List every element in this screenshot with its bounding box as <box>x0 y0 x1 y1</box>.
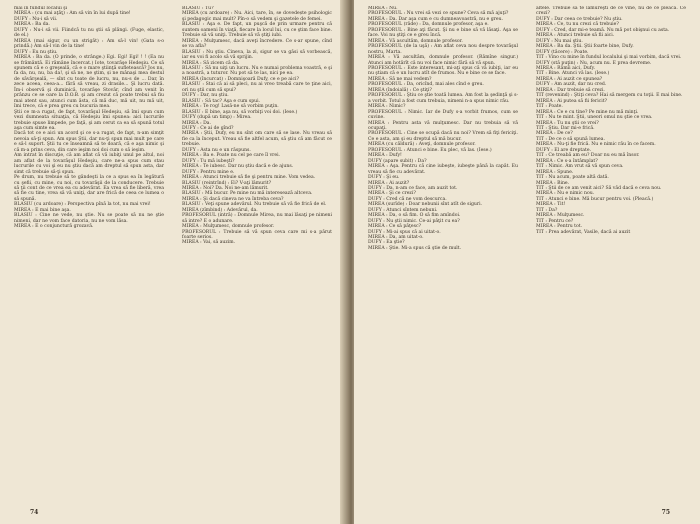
dialogue-paragraph: MIREA : Ce să păţesc? <box>368 224 422 230</box>
dialogue-paragraph: MIREA : Pentru asta vă mulţumesc. Dar nu trebuia să vă ocupaţi. <box>368 120 518 131</box>
dialogue-paragraph: MIREA : Vă ascultăm, domnule profesor. (Râmîne singur.) Atunci am hotărît că nu voi face nimic fără să vă spun. <box>368 55 518 66</box>
right-page <box>354 0 700 524</box>
dialogue-paragraph: MIREA : Nimic? <box>368 104 406 110</box>
dialogue-paragraph: MIREA (zîmbind) : Adevărul, da. <box>182 207 258 213</box>
dialogue-paragraph: DUFY : Eu nu ştiu. <box>14 49 58 55</box>
dialogue-paragraph: PROFESORUL : Da, oricînd, mai ales cînd e greu. <box>368 82 484 88</box>
dialogue-paragraph: DUFY (după un timp) : Mirea. <box>182 115 252 121</box>
dialogue-paragraph: PROFESORUL : Este interesant, mi-aţi spus că vă iubiţi, iar eu nu ştiam că e un lucru atît de frumos. Nu e bine ce se face. <box>368 65 518 77</box>
left-page-number: 74 <box>30 509 39 516</box>
dialogue-paragraph: TIT : Ştii de ce am venit aici? Să văd dacă e ceva nou. <box>536 185 662 191</box>
dialogue-paragraph: Pe drum, nu trebuie să te gândeşti la ce a spus ea în legătură cu şefii, cu mine, cu noi, cu tovarăşii de la conducere. Trebuie să ţii cont de ce vrea ea cu adevărat. Ea vrea să fie liberă, vrea să fie cu tine, vrea să vă uniţi, dar are frică de ceea ce lumea o să spună. <box>14 175 164 202</box>
dialogue-paragraph: MIREA : Da. Dar aşa cum e cu dumneavoastră, nu e greu. <box>368 16 504 22</box>
left-page <box>0 0 346 524</box>
dialogue-paragraph: MIREA (surîde) : Doar nebunii sînt atît de siguri. <box>368 202 483 208</box>
dialogue-paragraph: BLASIU : Aşa e. De fapt, un puşcă de prin urmare pentru că suntem oameni în viaţă, fiecare la locul lui, cu ce ştim face bine. Trebuie să vă uniţi. Trebuie să vă ştiţi iubi. <box>182 22 332 39</box>
dialogue-paragraph: MIREA (îndoială) : Ce ştiţi? <box>368 87 432 93</box>
dialogue-paragraph: MIREA : Vă ascultăm, domnule profesor. <box>368 38 463 44</box>
right-page-column-1 <box>368 6 518 502</box>
dialogue-paragraph: BLASIU : Cine ne vede, nu ştie. Nu se poate să nu ne ştie nimeni, dar ne vom face datoria, nu ne vom lăsa. <box>14 213 164 224</box>
dialogue-paragraph: MIREA : Vai, să auzim. <box>182 240 236 246</box>
dialogue-paragraph: MIREA : Spune. <box>536 169 574 175</box>
dialogue-paragraph: MIREA : Da. <box>182 120 211 126</box>
dialogue-paragraph: MIREA : Şi ce crezi? <box>368 191 416 197</box>
dialogue-paragraph: MIREA : Ştie. Mi-a spus că ştie de mult. <box>368 245 462 251</box>
right-page-column-2 <box>536 6 686 502</box>
dialogue-paragraph: MIREA : Dufy! <box>368 153 402 159</box>
dialogue-paragraph: Ştii ce m-a rugat, de fapt, tovarăşul Hedeşiu, să îmi spun cum vezi dumneata situaţia, că Hedeşiu îmi spunea: aici lucrurile trebuie spuse limpede, pe faţă, şi am cerut ca ea să spună totul aşa cum simte ea. <box>14 109 164 131</box>
dialogue-paragraph: BLASIU : Nu ştiu. Cineva, la zi, sigur se va găsi să vorbească, iar eu voi fi acolo să vă sprijin. <box>182 49 332 61</box>
dialogue-paragraph: PROFESORUL : Atunci e bine. Eu plec, vă las. (Iese.) <box>368 147 492 153</box>
dialogue-paragraph: MIREA : Da, o să fim. O să fim amîndoi. <box>368 213 461 219</box>
dialogue-paragraph: TIT : De ce o să spună lumea. <box>536 136 605 142</box>
left-page-column-1 <box>14 6 164 502</box>
dialogue-paragraph: BLASIU : Stai că ai să pleci, nu ai vreo treabă care te ţine aici, ori nu ştii cum să spui? <box>182 82 332 93</box>
dialogue-paragraph: MIREA : (cu mai aţâţ) : Am să vin în lui după tine! <box>14 11 131 17</box>
dialogue-paragraph: DUFY : Nu mai ştiu. <box>536 38 583 44</box>
dialogue-paragraph: MIREA : Ce s-a întâmplat? <box>536 158 598 164</box>
dialogue-paragraph: MIREA (încurcat) : Domnişoară Dufy, ce e pe aici? <box>182 76 299 82</box>
dialogue-paragraph: BLASIU : Veţi spune adevărul. Nu trebuie să vă fie frică de el. <box>182 202 327 208</box>
dialogue-paragraph: MIREA : Şi dacă cineva ne va întreba ceva? <box>182 196 284 202</box>
dialogue-paragraph: DUFY : Dar, nu ştiu. <box>182 93 229 99</box>
dialogue-paragraph: TIT : Bine. Atunci vă las. (Iese.) <box>536 71 610 77</box>
dialogue-paragraph: DUFY (stă puţin) : Nu, acum nu. E prea devreme. <box>536 60 652 66</box>
dialogue-paragraph: DUFY : Ea ştie? <box>368 240 405 246</box>
dialogue-paragraph: PROFESORUL (râde) : Da, domnule profesor, aşa e. <box>368 22 489 28</box>
dialogue-paragraph: DUFY : El are dreptate. <box>536 147 592 153</box>
dialogue-paragraph: PROFESORUL : Ştiu ce ştie toată lumea. Am fost la şedinţă şi s-a vorbit. Totul a fost cum trebuia, nimeni n-a spus nimic rău. <box>368 93 518 104</box>
dialogue-paragraph: MIREA : De ce? <box>536 131 573 137</box>
dialogue-paragraph: MIREA : Ce, tu nu crezi că trebuie? <box>536 22 619 28</box>
dialogue-paragraph: MIREA : Tit! <box>536 202 566 208</box>
dialogue-paragraph: TIT : Poate. <box>536 104 563 110</box>
dialogue-paragraph: MIREA : Nu. <box>368 6 398 11</box>
dialogue-paragraph: MIREA : Să ne mai vedem? <box>368 76 432 82</box>
dialogue-paragraph: BLASIU (reintrînd) : Ei? V-aţi lămurit? <box>182 180 272 186</box>
dialogue-paragraph: DUFY : Cred, dar mi-e teamă. Nu mă pot obişnui cu asta. <box>536 27 670 33</box>
dialogue-paragraph: MIREA : Mulţumesc, domnule profesor. <box>182 224 275 230</box>
dialogue-paragraph: DUFY : Da, n-am ce face, am auzit tot. <box>368 185 458 191</box>
dialogue-paragraph: MIREA : Să zicem că da. <box>182 60 240 66</box>
dialogue-paragraph: MIREA : Rămîi aici, Dufy. <box>536 65 596 71</box>
dialogue-paragraph: Am intrat în discuţie, că am aflat că vă iubiţi unul pe altul, noi am aflat de la tovarăşul Hedeşiu, care ne-a spus cum stau lucrurile cu voi şi eu nu ştiu dacă am dreptul să spun asta, dar simt că trebuie să-ţi spun. <box>14 153 164 175</box>
dialogue-paragraph: MIREA : E mai bine aşa. <box>14 207 71 213</box>
dialogue-paragraph: TIT : Ştiu. Dar mi-e frică. <box>536 125 595 131</box>
dialogue-paragraph: MIREA : Ba da. <box>14 22 50 28</box>
dialogue-paragraph: DUFY : Am auzit, dar nu cred. <box>536 82 607 88</box>
dialogue-paragraph: DUFY : Cred că ne vom descurca. <box>368 196 447 202</box>
dialogue-paragraph: MIREA (cu căldură) : Aveţi, domnule profesor. <box>368 142 476 148</box>
dialogue-paragraph: MIREA : Tu nu ştii ce vrei? <box>536 120 599 126</box>
dialogue-paragraph: MIREA : Ba e. Poate nu cel pe care îl vrei. <box>182 153 281 159</box>
dialogue-paragraph: TIT : Ce treabă am eu? Doar nu eu mă însor. <box>536 153 640 159</box>
dialogue-paragraph: MIREA : Nu e nimic nou. <box>536 191 595 197</box>
dialogue-paragraph: BLASIU : Să tac? Aşa e cum spui. <box>182 98 261 104</box>
dialogue-paragraph: TIT (revenind) : Ştiţi ceva? Hai să mergem cu toţii. E mai bine. <box>536 93 683 99</box>
dialogue-paragraph: MIREA : Bine. <box>536 180 570 186</box>
dialogue-paragraph: MIREA : Mulţumesc, dacă aveţi încredere. Ce s-ar spune, cînd se va afla? <box>182 38 332 50</box>
dialogue-paragraph: MIREA : Ai putea să fii fericit? <box>536 98 608 104</box>
dialogue-paragraph: TIT : Nimic. Am vrut să vă spun ceva. <box>536 164 624 170</box>
dialogue-paragraph: DUFY : Pentru mine e. <box>182 169 235 175</box>
dialogue-paragraph: MIREA : Ba da. Ştii. Ştii foarte bine, Dufy. <box>536 44 634 50</box>
dialogue-paragraph: TIT : Nu acum, poate altă dată. <box>536 175 609 181</box>
dialogue-paragraph: TIT : Vino cu mine în fundul localului şi mai vorbim, dacă vrei. <box>536 55 682 61</box>
dialogue-paragraph: MIREA : Atunci trebuie să fie şi pentru mine. Vom vedea. <box>182 175 316 181</box>
dialogue-paragraph: PROFESORUL : Trebuie să vă spun ceva care mi s-a părut foarte serios. <box>182 229 332 241</box>
dialogue-paragraph: MIREA (mai sigur, cu un strigăt) : Am să-l vin! (Gata s-o prindă.) Am să-l vin de la tine! <box>14 38 164 50</box>
dialogue-paragraph: DUFY : Nu ştii nimic. Ce-ai păţit cu ea? <box>368 218 460 224</box>
dialogue-paragraph: BLASIU : E bine, aşa nu, să vorbiţi voi doi. (Iese.) <box>182 109 298 115</box>
right-page-number: 75 <box>661 509 670 516</box>
dialogue-paragraph: MIREA : Noi? Da. Noi ne-am lămurit. <box>182 185 269 191</box>
dialogue-paragraph: MIREA : Te iubesc. Dar nu ştiu dacă e de ajuns. <box>182 164 294 170</box>
dialogue-paragraph: MIREA : E o conjunctură grozavă. <box>14 224 94 230</box>
dialogue-paragraph: TIT : Atunci e bine. Mă bucur pentru voi. (Pleacă.) <box>536 196 654 202</box>
dialogue-paragraph: BLASIU : Mă bucur. Pe mine nu mă interesează altceva. <box>182 191 313 197</box>
dialogue-paragraph: PROFESORUL : Bine aţi făcut. Şi nu e bine să vă lăsaţi. Aşa se face. Voi nu ştiţi ce e greu încă. <box>368 27 518 39</box>
dialogue-paragraph: DUFY : Nu-i să vii. Fiindcă tu nu ştii să plângi. (Fuge, elastic, de el.) <box>14 27 164 39</box>
dialogue-paragraph: altele. Trebuie să te lămureşti de ce vine, nu de ce pleacă. Ce crezi? <box>536 6 686 17</box>
left-page-column-2 <box>182 6 332 502</box>
dialogue-paragraph: MIREA : Mulţumesc. <box>536 213 585 219</box>
dialogue-paragraph: TIT : Prea adevărat, Vasile, dacă ai auzit <box>536 229 631 235</box>
dialogue-paragraph: MIREA : Dar trebuie să crezi. <box>536 87 605 93</box>
dialogue-paragraph: PROFESORUL : Nu vrei să vezi ce spune? Ceva să mă ajuţi? <box>368 11 509 17</box>
dialogue-paragraph: MIREA : Da, am uitat-o. <box>368 235 424 241</box>
dialogue-paragraph: TIT : Da? <box>536 207 558 213</box>
dialogue-paragraph: MIREA : Ce e cu tine? Pe mine nu mă minţi. <box>536 109 639 115</box>
dialogue-paragraph: MIREA : Ai auzit? <box>368 180 410 186</box>
dialogue-paragraph: MIREA : Ba da. (O prinde, o strânge.) Egi. Egi! Egi! ! ! (Ea nu se frământă. Ei rămâne încercat.) Iote, tovarăşe Hedeşiu. Ce să spunem că e o greşeală, că e o mare ştiinţă sufletească? Jos nu, fa da, nu, nu, ba da!, şi să ne, ne ştim, și ne mânaşi mea destul de săvârşeală, — sînt cu toate de lucru, nu, nu-s de ... Dar, în zece aceea, ceea-a... fără să vreau, zi drasile... Şi lucru dată. Îm-i observă şi duminică, tovarăşe Stovăr, cînd am venit în prânzu ce se oare la D.O.B. şi am crezut că poate trebui să fiu mai atent sau, atunci cum ăsta, că mă duc, mă uit, nu mă uit, îmi trece, că e prea greu cu bucuria mea. <box>14 55 164 110</box>
dialogue-paragraph: mai în fundul localui şi <box>14 6 68 11</box>
dialogue-paragraph: DUFY (apare subit) : Da? <box>368 158 427 164</box>
dialogue-paragraph: DUFY (tăcere) : Poate. <box>536 49 589 55</box>
dialogue-paragraph: MIREA : Ştii, Dufy, eu nu sînt om care să se lase. Nu vreau să fie ca la început. Vreau să fie altfel acum, să ştiu că am făcut ce trebuie. <box>182 131 332 148</box>
dialogue-paragraph: DUFY : Şi eu. <box>368 175 400 181</box>
dialogue-paragraph: DUFY : Mi-ai spus că ai uitat-o. <box>368 229 441 235</box>
dialogue-paragraph: MIREA : Te rog! Lasă-ne să vorbim puţin. <box>182 104 279 110</box>
dialogue-paragraph: MIREA : Nu-ţi fie frică. Nu e nimic rău în ce facem. <box>536 142 656 148</box>
dialogue-paragraph: MIREA : Aşa. Pentru că cine iubeşte, iubeşte până la capăt. Eu vreau să fie cu adevărat. <box>368 164 518 175</box>
dialogue-paragraph: DUFY : Nu-i să vii. <box>14 16 58 22</box>
dialogue-paragraph: PROFESORUL : Nimic. Iar de Dufy s-a vorbit frumos, cum se cuvine. <box>368 109 518 121</box>
dialogue-paragraph: DUFY : Asta nu e un răspuns. <box>182 147 251 153</box>
dialogue-paragraph: PROFESORUL : Cine se ocupă dacă nu noi? Vrem să fiţi fericiţi. Ce e asta, am şi eu dreptul să mă bucur. <box>368 131 518 142</box>
dialogue-paragraph: TIT : Pentru ce? <box>536 218 574 224</box>
dialogue-paragraph: BLASIU : Tu? <box>182 6 214 11</box>
dialogue-paragraph: DUFY : Atunci sîntem nebuni. <box>368 207 438 213</box>
dialogue-paragraph: BLASIU : Să nu uiţi un lucru. Nu e numai problema voastră, e şi a noastră, a tuturor. Nu pot să te las, nici pe ea. <box>182 65 332 77</box>
dialogue-paragraph: Dacă tot ce e aici un acord şi ce s-a rugat, de fapt, n-am simţit nevoia să-ţi spun. Am spus Ştii, dar nu-ţi spun mai mult pe care e să-l suport. Ştii tu ce înseamnă să te doară, că e aşa nimic şi că m-a prins ceva, din care ieşim noi doi cum o să ieşim. <box>14 131 164 153</box>
dialogue-paragraph: MIREA : Atunci trebuie să fii aici. <box>536 33 615 39</box>
dialogue-paragraph: MIREA : Ai auzit ce spunea? <box>536 76 603 82</box>
dialogue-paragraph: DUFY : Tu mă iubeşti? <box>182 158 235 164</box>
dialogue-paragraph: BLASIU (cu ardoare) : Perspectiva pînă la tot, nu mai vrei! <box>14 202 151 208</box>
dialogue-paragraph: MIREA (cu ardoare) : Nu. Aici, tare, în, se dovedește psihologic şi pedagogic mai mult? Pîn-o să vedem şi gazetele de femei. <box>182 11 332 22</box>
dialogue-paragraph: MIREA : Pentru tot. <box>536 224 583 230</box>
dialogue-paragraph: PROFESORUL (de la uşă) : Am aflat ceva nou despre tovarăşul nostru, Marta. <box>368 44 518 55</box>
dialogue-paragraph: DUFY : Ce ai de gînd? <box>182 125 234 131</box>
dialogue-paragraph: TIT : Nu te mint. Ştii, uneori omul nu ştie ce vrea. <box>536 115 653 121</box>
dialogue-paragraph: DUFY : Dar ceea ce trebuie? Nu ştiu. <box>536 16 623 22</box>
dialogue-paragraph: PROFESORUL (intră) : Domnule Mirea, nu mai lăsaţi pe nimeni să intre? E o adunare. <box>182 213 332 224</box>
